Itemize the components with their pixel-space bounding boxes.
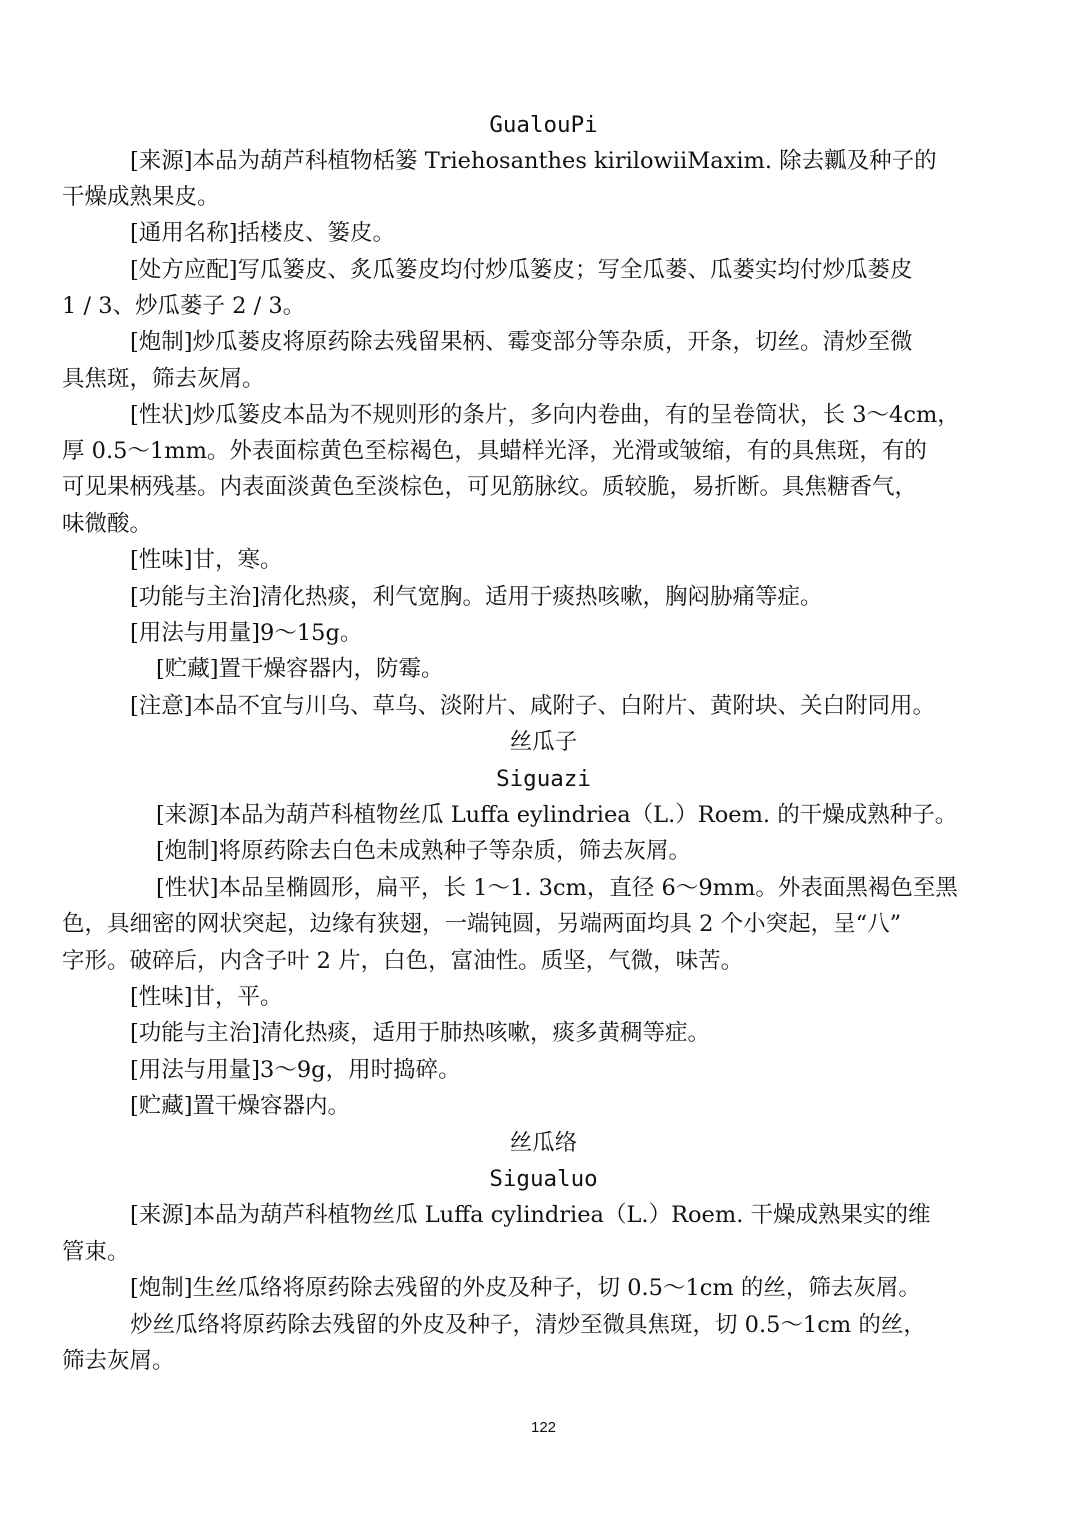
- gualoupi-caution: [注意]本品不宜与川乌、草乌、淡附片、咸附子、白附片、黄附块、关白附同用。: [130, 693, 936, 719]
- sigualuo-source-line1: [来源]本品为葫芦科植物丝瓜 Luffa cylindriea（L.）Roem. 干燥成熟果实的维: [130, 1202, 931, 1228]
- gualoupi-processing-line2: 具焦斑，筛去灰屑。: [62, 366, 265, 392]
- siguazi-character-line3: 字形。破碎后，内含子叶 2 片，白色，富油性。质坚，气微，味苦。: [62, 948, 744, 974]
- sigualuo-processing-line3: 筛去灰屑。: [62, 1348, 175, 1374]
- siguazi-source: [来源]本品为葫芦科植物丝瓜 Luffa eylindriea（L.）Roem. 的干燥成熟种子。: [156, 802, 958, 828]
- siguazi-nature: [性味]甘，平。: [130, 984, 283, 1010]
- siguazi-dosage: [用法与用量]3～9g，用时捣碎。: [130, 1057, 461, 1083]
- sigualuo-pinyin: Sigualuo: [489, 1166, 598, 1192]
- siguazi-character-line1: [性状]本品呈椭圆形，扁平，长 1～1. 3cm，直径 6～9mm。外表面黑褐色至黑: [156, 875, 958, 901]
- sigualuo-processing-line2: 炒丝瓜络将原药除去残留的外皮及种子，清炒至微具焦斑，切 0.5～1cm 的丝，: [130, 1312, 926, 1338]
- sigualuo-title: 丝瓜络: [509, 1130, 578, 1156]
- gualoupi-processing-line1: [炮制]炒瓜蒌皮将原药除去残留果柄、霉变部分等杂质，开条，切丝。清炒至微: [130, 329, 913, 355]
- siguazi-processing: [炮制]将原药除去白色未成熟种子等杂质，筛去灰屑。: [156, 838, 692, 864]
- page-number: 122: [530, 1419, 557, 1436]
- gualoupi-prescription-line2: 1 / 3、炒瓜蒌子 2 / 3。: [62, 293, 306, 319]
- gualoupi-dosage: [用法与用量]9～15g。: [130, 620, 363, 646]
- siguazi-character-line2: 色，具细密的网状突起，边缘有狭翅，一端钝圆，另端两面均具 2 个小突起，呈“八”: [62, 911, 902, 937]
- siguazi-title: 丝瓜子: [509, 729, 578, 755]
- gualoupi-source-line2: 干燥成熟果皮。: [62, 184, 220, 210]
- siguazi-storage: [贮藏]置干燥容器内。: [130, 1093, 351, 1119]
- gualoupi-pinyin: GualouPi: [489, 112, 598, 138]
- gualoupi-character-line3: 可见果柄残基。内表面淡黄色至淡棕色，可见筋脉纹。质较脆，易折断。具焦糖香气，: [62, 474, 918, 500]
- sigualuo-processing-line1: [炮制]生丝瓜络将原药除去残留的外皮及种子，切 0.5～1cm 的丝，筛去灰屑。: [130, 1275, 921, 1301]
- gualoupi-character-line2: 厚 0.5～1mm。外表面棕黄色至棕褐色，具蜡样光泽，光滑或皱缩，有的具焦斑，有的: [62, 438, 927, 464]
- gualoupi-function: [功能与主治]清化热痰，利气宽胸。适用于痰热咳嗽，胸闷胁痛等症。: [130, 584, 823, 610]
- gualoupi-source-line1: [来源]本品为葫芦科植物栝篓 Triehosanthes kirilowiiMaxim. 除去瓤及种子的: [130, 148, 937, 174]
- gualoupi-common-name: [通用名称]括楼皮、篓皮。: [130, 220, 396, 246]
- siguazi-function: [功能与主治]清化热痰，适用于肺热咳嗽，痰多黄稠等症。: [130, 1020, 711, 1046]
- gualoupi-nature: [性味]甘，寒。: [130, 547, 283, 573]
- sigualuo-source-line2: 管束。: [62, 1239, 130, 1265]
- siguazi-pinyin: Siguazi: [496, 766, 591, 792]
- gualoupi-storage: [贮藏]置干燥容器内，防霉。: [156, 656, 444, 682]
- gualoupi-prescription-line1: [处方应配]写瓜篓皮、炙瓜篓皮均付炒瓜篓皮；写全瓜蒌、瓜蒌实均付炒瓜蒌皮: [130, 257, 913, 283]
- gualoupi-character-line4: 味微酸。: [62, 511, 153, 537]
- gualoupi-character-line1: [性状]炒瓜篓皮本品为不规则形的条片，多向内卷曲，有的呈卷筒状，长 3～4cm，: [130, 402, 960, 428]
